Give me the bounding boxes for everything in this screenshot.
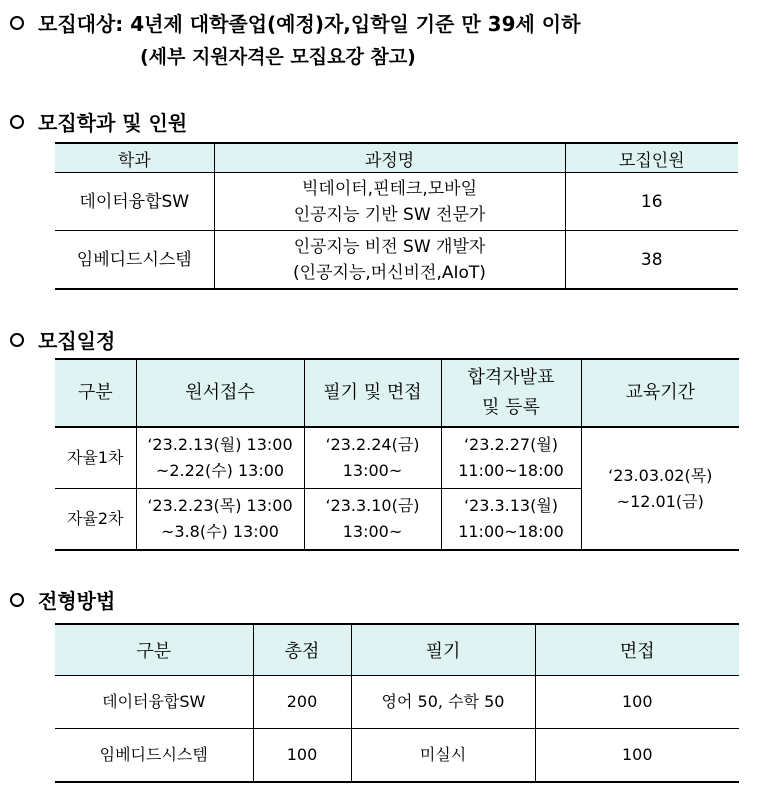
section-title: 모집대상: 4년제 대학졸업(예정)자,입학일 기준 만 39세 이하 <box>38 12 581 36</box>
cell-line: 13:00~ <box>342 461 403 480</box>
course-line: 인공지능 기반 SW 전문가 <box>293 204 486 225</box>
header-line: 및 등록 <box>482 397 540 418</box>
header-cell: 필기 및 면접 <box>304 359 441 427</box>
table-row <box>55 427 739 489</box>
cell-line: ~2.22(수) 13:00 <box>155 461 285 480</box>
header-cell: 교육기간 <box>581 359 739 427</box>
circle-bullet-icon <box>10 16 24 30</box>
dept-cell: 임베디드시스템 <box>55 729 253 783</box>
dept-cell: 임베디드시스템 <box>55 231 214 290</box>
course-cell <box>214 231 565 290</box>
cell-line: ‘23.2.24(금) <box>325 435 420 454</box>
course-line: 빅데이터,핀테크,모바일 <box>301 178 478 199</box>
header-cell <box>441 359 581 427</box>
cell-line: ~3.8(수) 13:00 <box>161 522 279 541</box>
apply-cell <box>136 427 304 489</box>
table-row <box>55 729 739 783</box>
count-cell: 38 <box>565 231 738 290</box>
header-cell: 필기 <box>351 624 535 676</box>
course-line: (인공지능,머신비전,AIoT) <box>293 262 486 283</box>
section-title: 전형방법 <box>38 589 116 613</box>
circle-bullet-icon <box>10 115 24 129</box>
header-line: 합격자발표 <box>467 367 555 388</box>
written-cell: 미실시 <box>351 729 535 783</box>
cell-line: ‘23.2.27(월) <box>463 435 559 454</box>
selection-table <box>55 623 739 783</box>
header-cell: 구분 <box>55 359 136 427</box>
header-cell: 구분 <box>55 624 253 676</box>
cell-line: 11:00~18:00 <box>458 522 564 541</box>
cell-line: ‘23.2.23(목) 13:00 <box>147 496 293 515</box>
cell-line: 11:00~18:00 <box>458 461 564 480</box>
round-cell: 자율2차 <box>55 489 136 551</box>
header-cell: 과정명 <box>214 143 565 173</box>
apply-cell <box>136 489 304 551</box>
table-header-row <box>55 143 738 173</box>
cell-line: 13:00~ <box>342 522 403 541</box>
cell-line: ‘23.3.13(월) <box>463 496 559 515</box>
section-recruit-target <box>10 8 580 37</box>
count-cell: 16 <box>565 173 738 231</box>
header-cell: 원서접수 <box>136 359 304 427</box>
table-header-row <box>55 359 739 427</box>
dept-cell: 데이터융합SW <box>55 676 253 729</box>
circle-bullet-icon <box>10 593 24 607</box>
section-subtitle: (세부 지원자격은 모집요강 참고) <box>140 46 416 68</box>
departments-table <box>55 142 738 290</box>
exam-cell <box>304 489 441 551</box>
total-cell: 100 <box>253 729 351 783</box>
schedule-table <box>55 358 739 551</box>
section-title: 모집일정 <box>38 329 116 353</box>
section-schedule <box>10 325 115 354</box>
cell-line: ‘23.2.13(월) 13:00 <box>147 435 293 454</box>
section-departments <box>10 107 187 136</box>
round-cell: 자율1차 <box>55 427 136 489</box>
section-title: 모집학과 및 인원 <box>38 111 188 135</box>
total-cell: 200 <box>253 676 351 729</box>
course-cell <box>214 173 565 231</box>
interview-cell: 100 <box>535 676 739 729</box>
circle-bullet-icon <box>10 333 24 347</box>
written-cell: 영어 50, 수학 50 <box>351 676 535 729</box>
result-cell <box>441 489 581 551</box>
cell-line: ~12.01(금) <box>616 491 704 511</box>
header-cell: 총점 <box>253 624 351 676</box>
result-cell <box>441 427 581 489</box>
header-cell: 모집인원 <box>565 143 738 173</box>
course-line: 인공지능 비전 SW 개발자 <box>293 236 486 257</box>
dept-cell: 데이터융합SW <box>55 173 214 231</box>
period-cell <box>581 427 739 550</box>
exam-cell <box>304 427 441 489</box>
table-row <box>55 173 738 231</box>
interview-cell: 100 <box>535 729 739 783</box>
cell-line: ‘23.03.02(목) <box>608 465 713 485</box>
header-cell: 면접 <box>535 624 739 676</box>
section-selection-method <box>10 585 115 614</box>
table-row <box>55 231 738 290</box>
table-row <box>55 676 739 729</box>
header-cell: 학과 <box>55 143 214 173</box>
cell-line: ‘23.3.10(금) <box>325 496 420 515</box>
table-header-row <box>55 624 739 676</box>
